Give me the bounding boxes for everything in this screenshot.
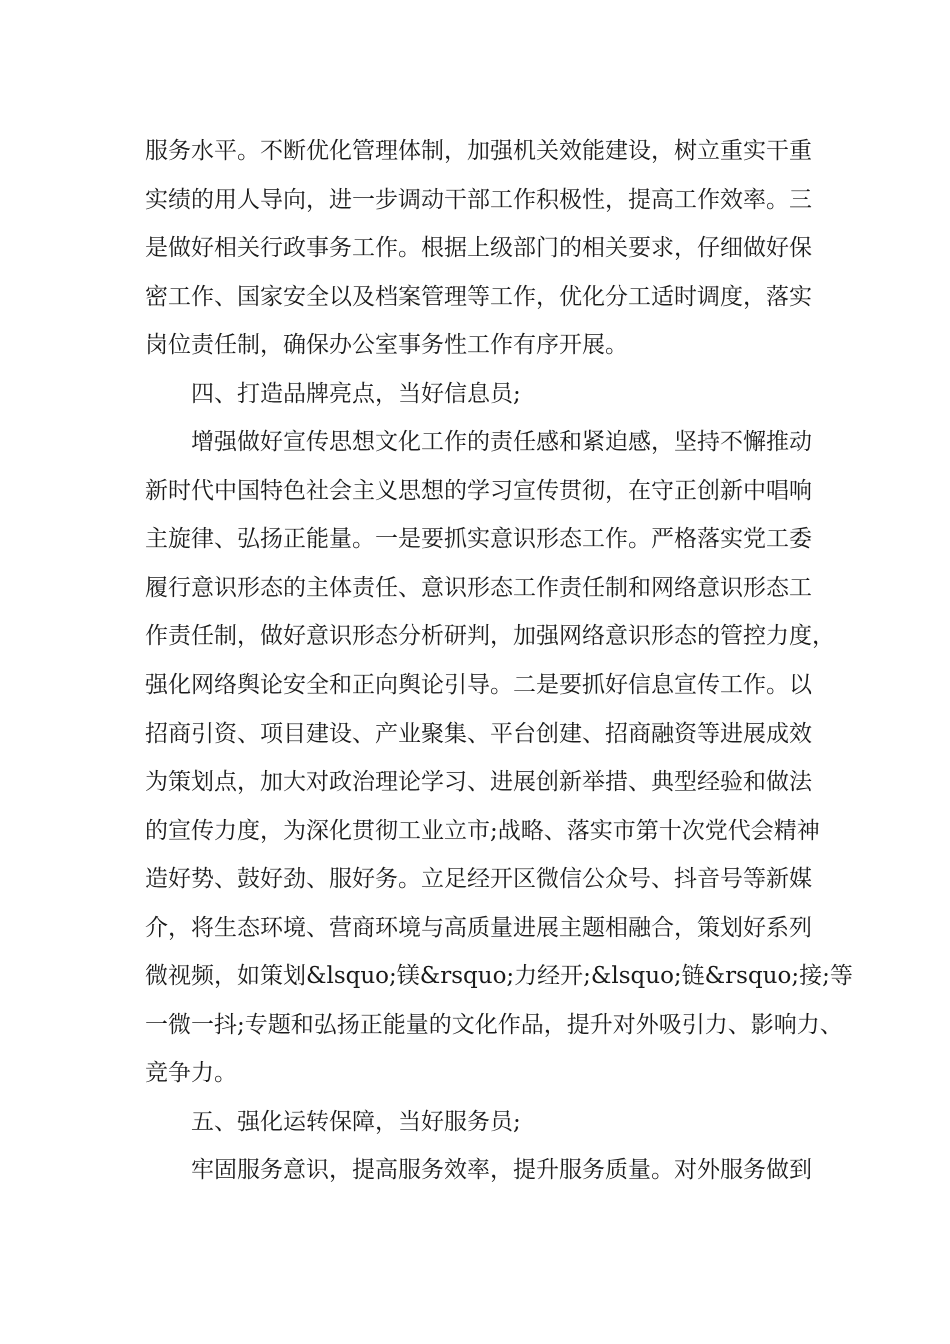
text-line: 作责任制，做好意识形态分析研判，加强网络意识形态的管控力度，	[145, 623, 835, 650]
text-line: 为策划点，加大对政治理论学习、进展创新举措、典型经验和做法	[145, 769, 812, 796]
text-line: 一微一抖;专题和弘扬正能量的文化作品，提升对外吸引力、影响力、	[145, 1011, 843, 1038]
section-heading: 五、强化运转保障，当好服务员;	[191, 1108, 521, 1135]
section-heading: 四、打造品牌亮点，当好信息员;	[191, 380, 521, 407]
text-line: 新时代中国特色社会主义思想的学习宣传贯彻，在守正创新中唱响	[145, 477, 812, 504]
paragraph-first-line: 增强做好宣传思想文化工作的责任感和紧迫感，坚持不懈推动	[191, 429, 812, 456]
text-line: 服务水平。不断优化管理体制，加强机关效能建设，树立重实干重	[145, 138, 812, 164]
text-line: 主旋律、弘扬正能量。一是要抓实意识形态工作。严格落实党工委	[145, 526, 812, 553]
text-line: 造好势、鼓好劲、服好务。立足经开区微信公众号、抖音号等新媒	[145, 866, 812, 893]
text-line: 介，将生态环境、营商环境与高质量进展主题相融合，策划好系列	[145, 914, 812, 941]
text-line: 竞争力。	[145, 1060, 237, 1087]
document-body	[145, 127, 853, 1195]
text-line: 强化网络舆论安全和正向舆论引导。二是要抓好信息宣传工作。以	[145, 672, 812, 699]
text-line: 履行意识形态的主体责任、意识形态工作责任制和网络意识形态工	[145, 574, 812, 601]
text-line: 是做好相关行政事务工作。根据上级部门的相关要求，仔细做好保	[145, 235, 812, 262]
paragraph-first-line: 牢固服务意识，提高服务效率，提升服务质量。对外服务做到	[191, 1157, 812, 1184]
text-line: 招商引资、项目建设、产业聚集、平台创建、招商融资等进展成效	[145, 720, 812, 747]
text-line: 密工作、国家安全以及档案管理等工作，优化分工适时调度，落实	[145, 283, 812, 310]
text-line: 的宣传力度，为深化贯彻工业立市;战略、落实市第十次党代会精神	[145, 817, 820, 844]
text-line: 岗位责任制，确保办公室事务性工作有序开展。	[145, 332, 628, 359]
text-line: 微视频，如策划&lsquo;镁&rsquo;力经开;&lsquo;链&rsquo;接;等	[145, 963, 853, 990]
text-line: 实绩的用人导向，进一步调动干部工作积极性，提高工作效率。三	[145, 186, 812, 213]
